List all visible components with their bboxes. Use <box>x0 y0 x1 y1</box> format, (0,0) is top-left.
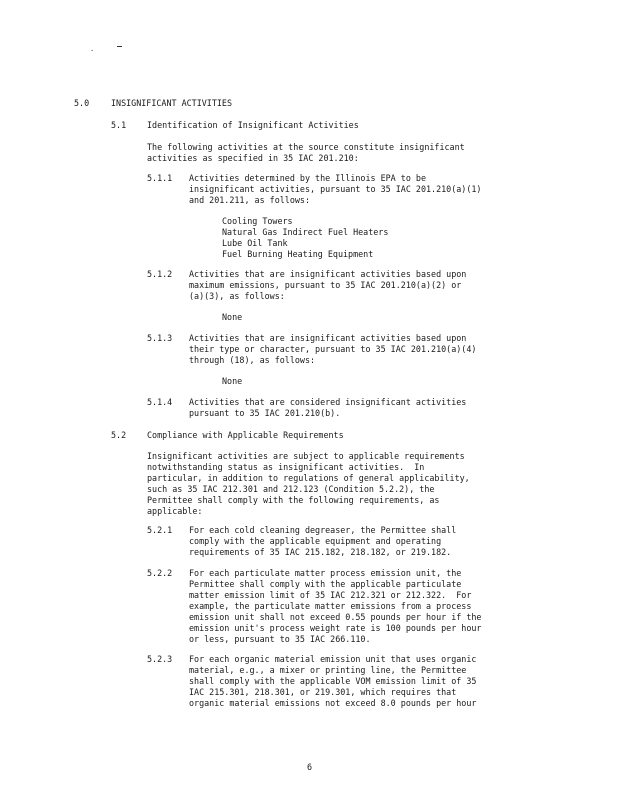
stray-dash <box>117 46 122 47</box>
page-number: 6 <box>307 762 313 772</box>
item-line: shall comply with the applicable VOM emission limit of 35 <box>189 676 477 686</box>
item-line: maximum emissions, pursuant to 35 IAC 201.210(a)(2) or <box>189 280 462 290</box>
item-number: 5.2.3 <box>147 654 173 664</box>
item-line: Activities determined by the Illinois EPA to be <box>189 173 426 183</box>
section-title: INSIGNIFICANT ACTIVITIES <box>111 98 233 108</box>
item-number: 5.2.1 <box>147 525 173 535</box>
subsection-number: 5.1 <box>111 120 127 130</box>
paragraph-line: particular, in addition to regulations of general applicability, <box>147 473 470 483</box>
item-line: pursuant to 35 IAC 201.210(b). <box>189 408 341 418</box>
paragraph-line: such as 35 IAC 212.301 and 212.123 (Condition 5.2.2), the <box>147 484 435 494</box>
item-number: 5.2.2 <box>147 568 173 578</box>
paragraph-line: activities as specified in 35 IAC 201.210: <box>147 153 359 163</box>
list-item: Lube Oil Tank <box>222 238 288 248</box>
list-item: Natural Gas Indirect Fuel Heaters <box>222 227 389 237</box>
item-line: material, e.g., a mixer or printing line, the Permittee <box>189 665 467 675</box>
item-number: 5.1.1 <box>147 173 173 183</box>
paragraph-line: applicable: <box>147 506 203 516</box>
item-line: through (18), as follows: <box>189 355 316 365</box>
list-item: None <box>222 376 243 386</box>
item-line: For each particulate matter process emission unit, the <box>189 568 462 578</box>
section-number: 5.0 <box>74 98 90 108</box>
item-line: requirements of 35 IAC 215.182, 218.182, or 219.182. <box>189 547 452 557</box>
item-line: matter emission limit of 35 IAC 212.321 or 212.322. For <box>189 590 472 600</box>
item-line: (a)(3), as follows: <box>189 291 285 301</box>
item-line: emission unit shall not exceed 0.55 pounds per hour if the <box>189 612 482 622</box>
paragraph-line: notwithstanding status as insignificant activities. In <box>147 462 425 472</box>
paragraph-line: The following activities at the source constitute insignificant <box>147 142 465 152</box>
item-line: their type or character, pursuant to 35 IAC 201.210(a)(4) <box>189 344 477 354</box>
item-line: example, the particulate matter emissions from a process <box>189 601 472 611</box>
item-line: insignificant activities, pursuant to 35 IAC 201.210(a)(1) <box>189 184 482 194</box>
subsection-number: 5.2 <box>111 430 127 440</box>
subsection-title: Identification of Insignificant Activities <box>147 120 359 130</box>
stray-mark: . <box>90 45 95 53</box>
item-line: emission unit's process weight rate is 100 pounds per hour <box>189 623 482 633</box>
item-line: Activities that are insignificant activities based upon <box>189 269 467 279</box>
item-line: Activities that are insignificant activities based upon <box>189 333 467 343</box>
list-item: Fuel Burning Heating Equipment <box>222 249 374 259</box>
item-line: comply with the applicable equipment and operating <box>189 536 442 546</box>
paragraph-line: Insignificant activities are subject to applicable requirements <box>147 451 465 461</box>
item-line: IAC 215.301, 218.301, or 219.301, which requires that <box>189 687 457 697</box>
item-line: and 201.211, as follows: <box>189 195 311 205</box>
item-line: Activities that are considered insignificant activities <box>189 397 467 407</box>
item-number: 5.1.4 <box>147 397 173 407</box>
list-item: None <box>222 312 243 322</box>
item-line: or less, pursuant to 35 IAC 266.110. <box>189 634 371 644</box>
item-line: For each cold cleaning degreaser, the Permittee shall <box>189 525 457 535</box>
list-item: Cooling Towers <box>222 216 293 226</box>
item-line: For each organic material emission unit that uses organic <box>189 654 477 664</box>
item-line: Permittee shall comply with the applicable particulate <box>189 579 462 589</box>
paragraph-line: Permittee shall comply with the following requirements, as <box>147 495 440 505</box>
item-number: 5.1.2 <box>147 269 173 279</box>
item-number: 5.1.3 <box>147 333 173 343</box>
subsection-title: Compliance with Applicable Requirements <box>147 430 344 440</box>
item-line: organic material emissions not exceed 8.0 pounds per hour <box>189 698 477 708</box>
